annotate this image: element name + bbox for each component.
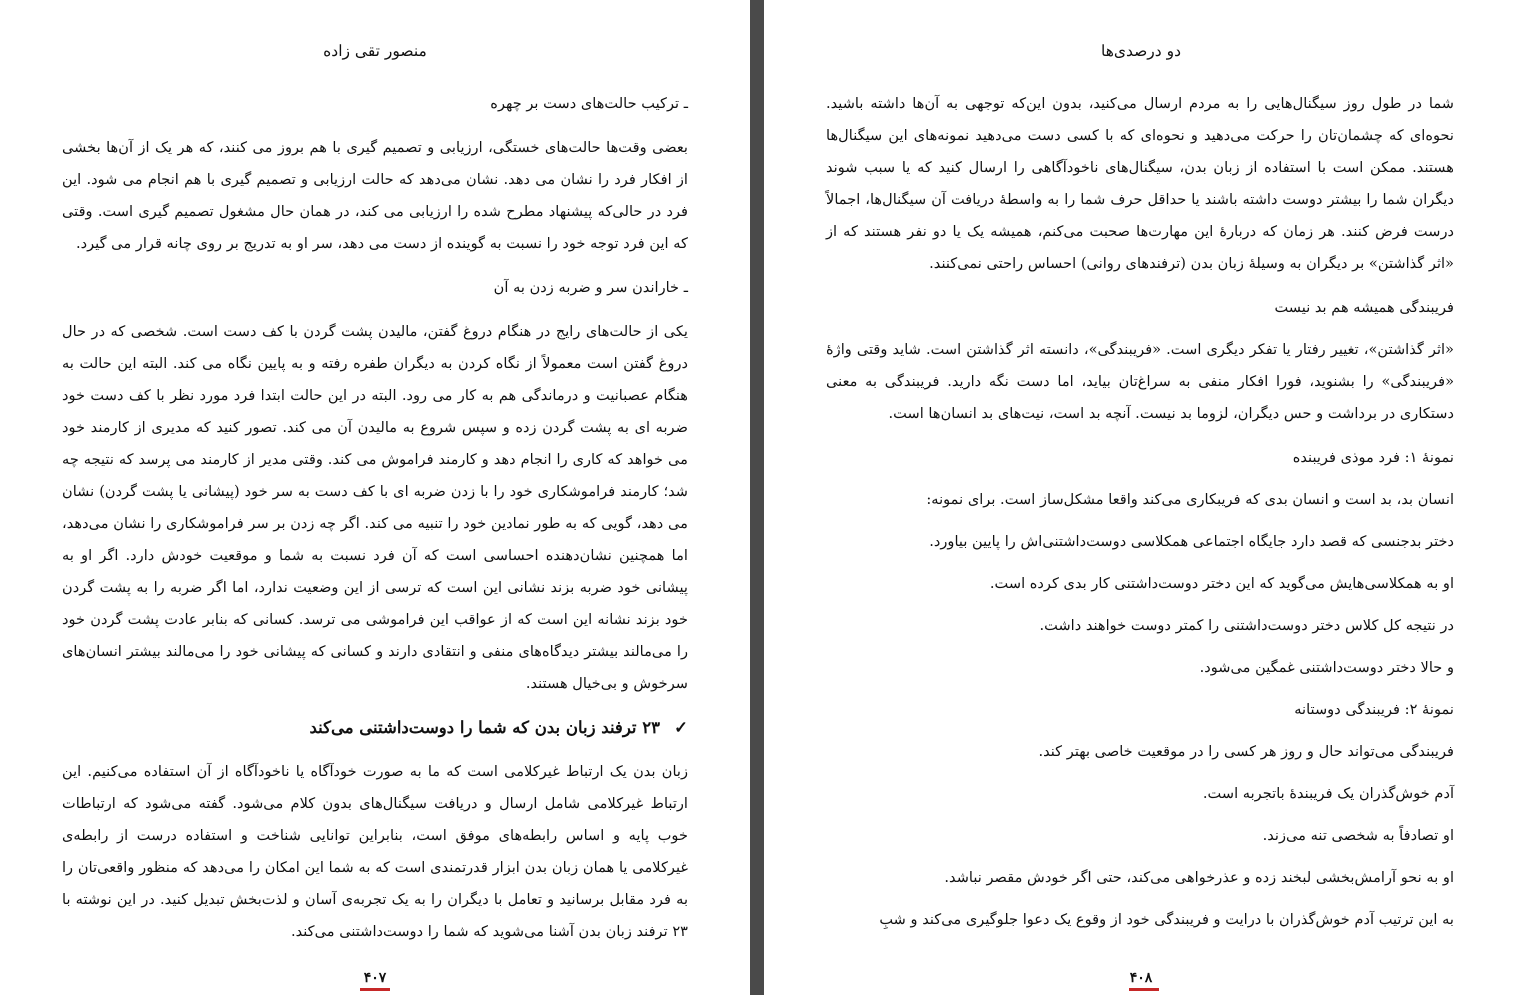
right-page-mark xyxy=(1129,988,1159,995)
right-page xyxy=(764,0,1518,995)
paragraph-head-scratch: یکی از حالت‌های رایج در هنگام دروغ گفتن، مالیدن پشت گردن با کف دست است. شخصی که در حال دروغ گفتن است معمولاً از نگاه کردن به دیگران طفره رفته و به پایین نگاه می کند. البته این حالت به هنگام عصبانیت و درماندگی هم به کار می رود. البته در این حالت ابتدا فرد مورد نظر با کف دست خود ضربه ای به پشت گردن زده و سپس شروع به مالیدن آن می کند. تصور کنید که مدیری از کارمند خود می خواهد که کاری را انجام دهد و کارمند فراموش می کند. وقتی مدیر از کارمند می پرسد که نتیجه چه شد؛ کارمند فراموشکاری خود را با زدن ضربه ای با کف دست به سر خود (پیشانی یا پشت گردن) نشان می دهد، گویی که به طور نمادین خود را تنبیه می کند. اگر چه زدن بر سر فراموشکاری را نشان می‌دهد، اما همچنین نشان‌دهنده احساسی است که آن فرد نسبت به شما و موقعیت خودش دارد. اگر او به پیشانی خود ضربه بزند نشانی این است که ترسی از این وضعیت ندارد، اما اگر ضربه را به پشت گردن خود بزند نشانه این است که از عواقب این فراموشی می ترسد. کسانی که بنابر عادت پشت گردن خود را می‌مالند بیشتر دیدگاه‌های منفی و انتقادی دارند و کسانی که پیشانی خود را می‌مالند بیشتر انسان‌های سرخوش و بی‌خیال هستند. xyxy=(62,323,688,692)
section-title-text: ۲۳ ترفند زبان بدن که شما را دوست‌داشتنی می‌کند xyxy=(309,718,660,737)
example-2-line-5: به این ترتیب آدم خوش‌گذران با درایت و فریبندگی خود از وقوع یک دعوا جلوگیری می‌کند و شبِ xyxy=(879,911,1454,928)
paragraph-signals: شما در طول روز سیگنال‌هایی را به مردم ارسال می‌کنید، بدون این‌که توجهی به آن‌ها داشته باشید. نحوه‌ای که چشمان‌تان را حرکت می‌دهید و نحوه‌ای که با کسی دست می‌دهید نمونه‌های این سیگنال‌ها هستند. ممکن است با استفاده از زبان بدن، سیگنال‌های ناخودآگاهی را ارسال کنید که یا سبب شوند دیگران شما را بیشتر دوست داشته باشند یا حداقل حرف شما را به واسطهٔ دریافت آن سیگنال‌ها، اجمالاً درست فرض کنند. هر زمان که دربارهٔ این مهارت‌ها صحبت می‌کنم، همیشه یک یا دو نفر هستند که از «اثر گذاشتن» بر دیگران به وسیلهٔ زبان بدن (ترفندهای روانی) احساس راحتی نمی‌کنند. xyxy=(826,95,1454,272)
example-1-line-2: دختر بدجنسی که قصد دارد جایگاه اجتماعی همکلاسی دوست‌داشتنی‌اش را پایین بیاورد. xyxy=(929,533,1454,550)
subheading-hand-face: ـ ترکیب حالت‌های دست بر چهره xyxy=(490,95,688,112)
paragraph-body-language-intro: زبان بدن یک ارتباط غیرکلامی است که ما به صورت خودآگاه یا ناخودآگاه از آن استفاده می‌کنیم. این ارتباط غیرکلامی شامل ارسال و دریافت سیگنال‌های بدون کلام می‌شود. گفته می‌شود که ارتباطات خوب پایه و اساس رابطه‌های موفق است، بنابراین توانایی شناخت و استفاده درست از رابطه‌ی غیرکلامی یا همان زبان بدن ابزار قدرتمندی است که به شما این امکان را می‌دهد که منظور واقعی‌تان را به فرد مقابل برسانید و تعامل با دیگران را به یک تجربه‌ی آسان و لذت‌بخش تبدیل کنید. در این نوشته با ۲۳ ترفند زبان بدن آشنا می‌شوید که شما را دوست‌داشتنی می‌کند. xyxy=(62,763,688,940)
example-1-line-1: انسان بد، بد است و انسان بدی که فریبکاری می‌کند واقعا مشکل‌ساز است. برای نمونه: xyxy=(926,491,1454,508)
example-1-title: نمونهٔ ۱: فرد موذی فریبنده xyxy=(1292,449,1454,466)
book-gutter xyxy=(750,0,764,995)
section-title xyxy=(62,712,688,744)
example-1-line-5: و حالا دختر دوست‌داشتنی غمگین می‌شود. xyxy=(1199,659,1454,676)
check-icon: ✓ xyxy=(674,718,688,737)
paragraph-influence: «اثر گذاشتن»، تغییر رفتار یا تفکر دیگری است. «فریبندگی»، دانسته اثر گذاشتن است. شاید وقتی واژهٔ «فریبندگی» را بشنوید، فورا افکار منفی به سراغ‌تان بیاید، اما دست نگه دارید. فریبندگی به معنی دستکاری در برداشت و حس دیگران، لزوما بد نیست. آنچه بد است، نیت‌های بد انسان‌ها است. xyxy=(826,341,1454,422)
right-page-number: ۴۰۸ xyxy=(1129,970,1153,986)
left-page-mark xyxy=(360,988,390,995)
example-2-line-3: او تصادفاً به شخصی تنه می‌زند. xyxy=(1262,827,1454,844)
paragraph-hand-face: بعضی وقت‌ها حالت‌های خستگی، ارزیابی و تصمیم گیری با هم بروز می کنند، که هر یک از آن‌ها بخشی از افکار فرد را نشان می دهد. نشان می‌دهد که حالت ارزیابی و تصمیم گیری با هم انجام می شود. این فرد در حالی‌که پیشنهاد مطرح شده را ارزیابی می کند، در همان حال مشغول تصمیم گیری است. وقتی که این فرد توجه خود را نسبت به گوینده از دست می دهد، سر او به تدریج بر روی چانه قرار می گیرد. xyxy=(62,139,688,252)
example-2-title: نمونهٔ ۲: فریبندگی دوستانه xyxy=(1294,701,1454,718)
subheading-head-scratch: ـ خاراندن سر و ضربه زدن به آن xyxy=(493,279,688,296)
example-1-line-3: او به همکلاسی‌هایش می‌گوید که این دختر دوست‌داشتنی کار بدی کرده است. xyxy=(989,575,1454,592)
subheading-deception-not-bad: فریبندگی همیشه هم بد نیست xyxy=(1274,299,1454,316)
left-page-content xyxy=(62,88,688,960)
left-page xyxy=(0,0,750,995)
right-page-content xyxy=(826,88,1454,946)
left-page-number: ۴۰۷ xyxy=(363,970,387,986)
left-running-header: منصور تقی زاده xyxy=(323,42,427,60)
example-2-line-2: آدم خوش‌گذران یک فریبندهٔ باتجربه است. xyxy=(1202,785,1454,802)
right-running-header: دو درصدی‌ها xyxy=(1100,42,1182,60)
example-2-line-1: فریبندگی می‌تواند حال و روز هر کسی را در موقعیت خاصی بهتر کند. xyxy=(1038,743,1454,760)
example-2-line-4: او به نحو آرامش‌بخشی لبخند زده و عذرخواهی می‌کند، حتی اگر خودش مقصر نباشد. xyxy=(944,869,1454,886)
example-1-line-4: در نتیجه کل کلاس دختر دوست‌داشتنی را کمتر دوست خواهند داشت. xyxy=(1039,617,1454,634)
